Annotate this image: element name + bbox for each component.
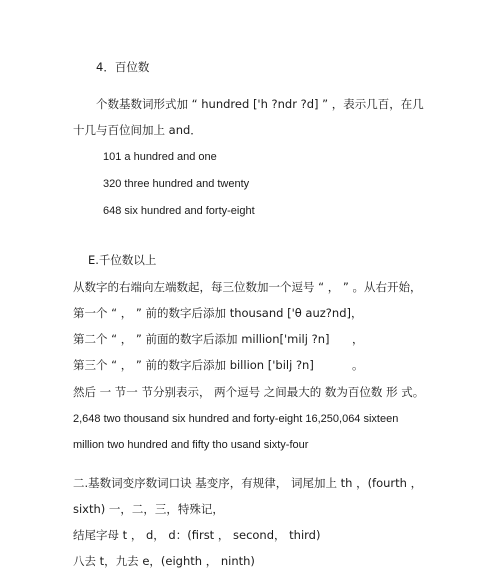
above-paragraph-line-3: 第二个 “ ， ” 前面的数字后添加 million['milj ?n] xyxy=(73,332,330,346)
intro-paragraph-line-2: 十几与百位间加上 and． xyxy=(73,123,202,137)
ordinal-line-1: 二.基数词变序数词口诀 基变序，有规律， 词尾加上 th ，(fourth ， xyxy=(73,476,423,490)
above-paragraph-line-4-mark: 。 xyxy=(352,358,364,372)
section-heading-E: E.千位数以上 xyxy=(88,253,157,267)
above-paragraph-line-1: 从数字的右端向左端数起，每三位数加一个逗号 “ ， ” 。从右开始， xyxy=(73,280,422,294)
large-example-line-1: 2,648 two thousand six hundred and forty-eight 16,250,064 sixteen xyxy=(73,413,399,425)
example-line-3: 648 six hundred and forty-eight xyxy=(103,205,255,217)
intro-paragraph-line-1: 个数基数词形式加 “ hundred ['h ?ndr ?d] ” ，表示几百，在几 xyxy=(96,97,424,111)
ordinal-line-3: 结尾字母 t ， d， d：(first ， second， third) xyxy=(73,528,321,542)
ordinal-line-2: sixth) 一，二，三，特殊记， xyxy=(73,502,224,516)
example-line-2: 320 three hundred and twenty xyxy=(103,178,250,190)
large-example-line-2: million two hundred and fifty tho usand sixty-four xyxy=(73,439,309,451)
section-heading-4: 4．百位数 xyxy=(96,60,150,74)
above-paragraph-line-5: 然后 一 节一 节分别表示， 两个逗号 之间最大的 数为百位数 形 式。 xyxy=(73,385,425,399)
above-paragraph-line-3-mark: ， xyxy=(352,332,364,346)
ordinal-line-4: 八去 t，九去 e，(eighth ， ninth) xyxy=(73,554,255,568)
above-paragraph-line-4: 第三个 “ ， ” 前的数字后添加 billion ['bilj ?n] xyxy=(73,358,314,372)
above-paragraph-line-2: 第一个 “ ， ” 前的数字后添加 thousand ['θ auz?nd]， xyxy=(73,306,363,320)
example-line-1: 101 a hundred and one xyxy=(103,151,217,163)
